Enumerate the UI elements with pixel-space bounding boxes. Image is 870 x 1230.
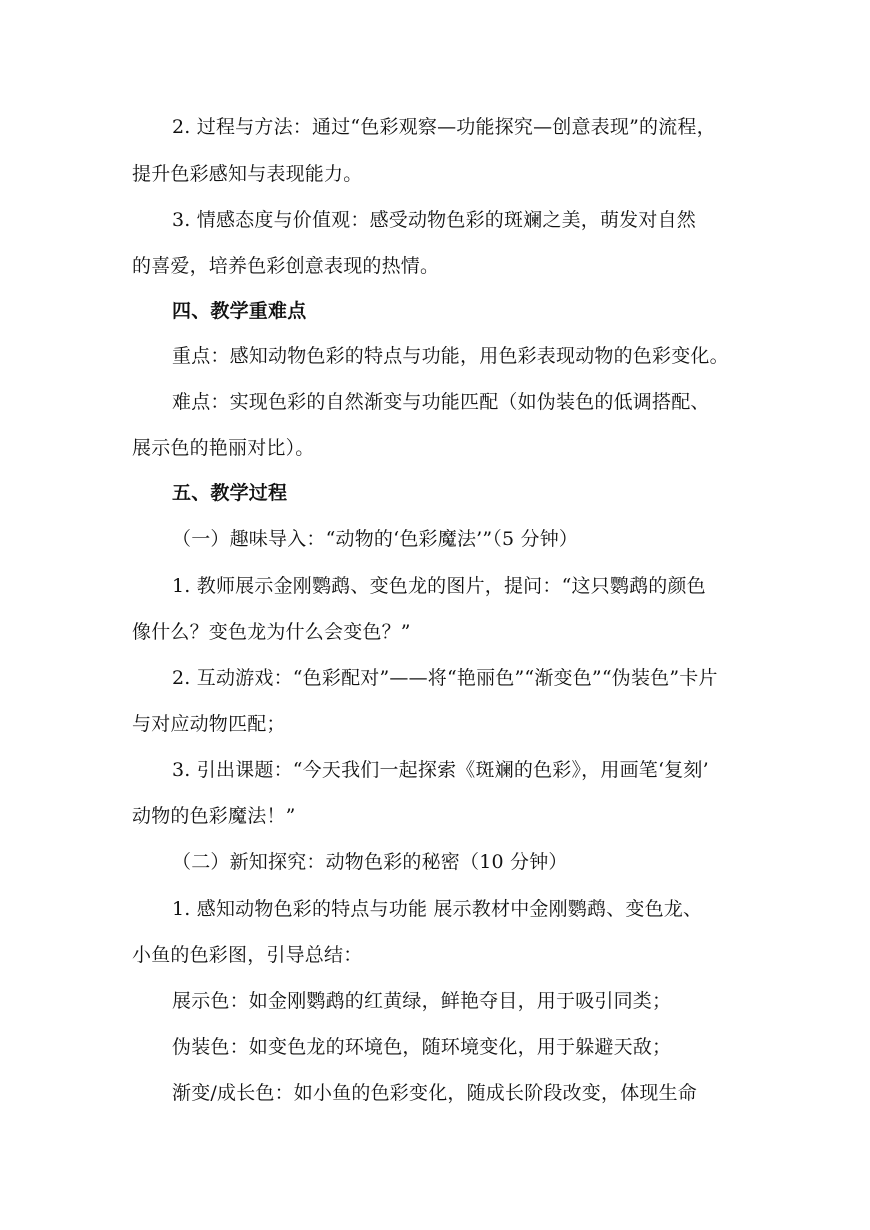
text-line: 像什么？变色龙为什么会变色？” xyxy=(132,621,411,643)
text-line: 1. 感知动物色彩的特点与功能 展示教材中金刚鹦鹉、变色龙、 xyxy=(172,898,703,920)
text-line: 1. 教师展示金刚鹦鹉、变色龙的图片，提问：“这只鹦鹉的颜色 xyxy=(172,575,706,597)
text-line: 3. 情感态度与价值观：感受动物色彩的斑斓之美，萌发对自然 xyxy=(172,209,696,231)
text-line: 与对应动物匹配； xyxy=(132,713,286,735)
text-line: 小鱼的色彩图，引导总结： xyxy=(132,944,363,966)
text-line: 2. 过程与方法：通过“色彩观察—功能探究—创意表现”的流程， xyxy=(172,116,716,138)
subsection-heading: （一）趣味导入：“动物的‘色彩魔法’”（5 分钟） xyxy=(172,528,579,550)
text-line: 重点：感知动物色彩的特点与功能，用色彩表现动物的色彩变化。 xyxy=(172,345,729,367)
text-line: 难点：实现色彩的自然渐变与功能匹配（如伪装色的低调搭配、 xyxy=(172,391,710,413)
text-line: 2. 互动游戏：“色彩配对”——将“艳丽色”“渐变色”“伪装色”卡片 xyxy=(172,667,718,689)
section-heading: 四、教学重难点 xyxy=(172,300,307,322)
text-line: 渐变/成长色：如小鱼的色彩变化，随成长阶段改变，体现生命 xyxy=(172,1082,698,1104)
text-line: 展示色的艳丽对比）。 xyxy=(132,437,315,459)
section-heading: 五、教学过程 xyxy=(172,482,288,504)
text-line: 提升色彩感知与表现能力。 xyxy=(132,163,363,185)
text-line: 伪装色：如变色龙的环境色，随环境变化，用于躲避天敌； xyxy=(172,1036,672,1058)
text-line: 动物的色彩魔法！” xyxy=(132,805,296,827)
text-line: 3. 引出课题：“今天我们一起探索《斑斓的色彩》，用画笔‘复刻’ xyxy=(172,759,709,781)
subsection-heading: （二）新知探究：动物色彩的秘密（10 分钟） xyxy=(172,851,568,873)
text-line: 展示色：如金刚鹦鹉的红黄绿，鲜艳夺目，用于吸引同类； xyxy=(172,990,672,1012)
text-line: 的喜爱，培养色彩创意表现的热情。 xyxy=(132,255,440,277)
